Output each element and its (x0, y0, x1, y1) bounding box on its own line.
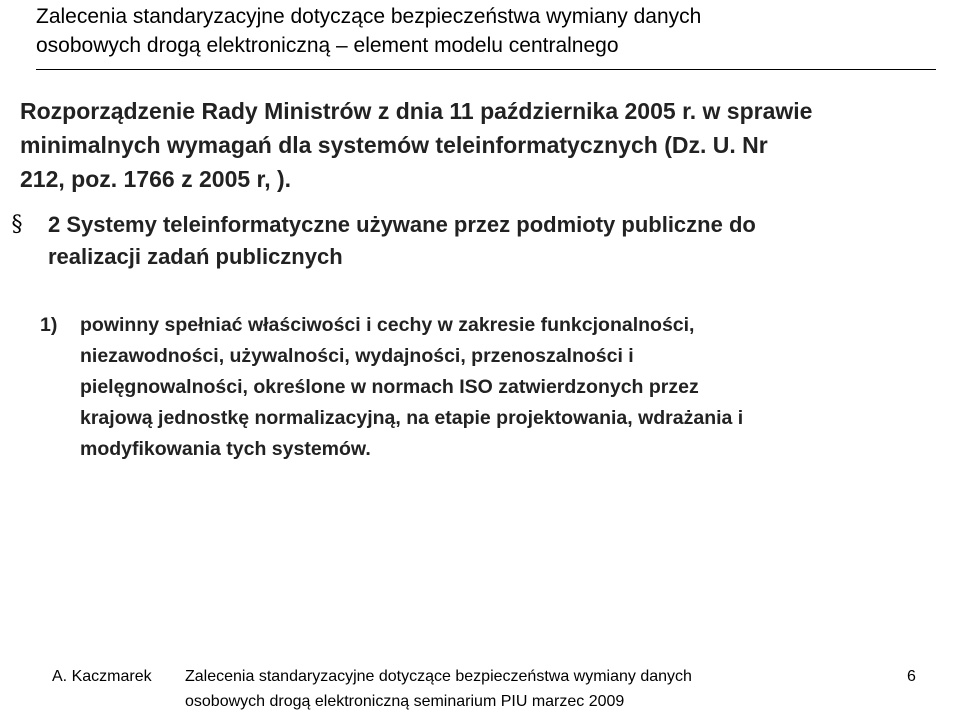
list-item (40, 310, 940, 465)
header-line: osobowych drogą elektroniczną – element modelu centralnego (36, 34, 619, 57)
list-item-number: 1) (40, 314, 58, 336)
list-item-line: modyfikowania tych systemów. (80, 438, 371, 460)
section-symbol: § (11, 212, 23, 237)
list-item-line: krajową jednostkę normalizacyjną, na etapie projektowania, wdrażania i (80, 407, 744, 429)
footer-author: A. Kaczmarek (52, 668, 152, 685)
section-paragraph (8, 209, 928, 273)
list-item-line: powinny spełniać właściwości i cechy w zakresie funkcjonalności, (80, 314, 695, 336)
section-line: 2 Systemy teleinformatyczne używane przez podmioty publiczne do (48, 212, 756, 237)
slide-header (36, 2, 916, 60)
page-number: 6 (907, 668, 916, 685)
footer-description-line: Zalecenia standaryzacyjne dotyczące bezpieczeństwa wymiany danych (185, 668, 692, 685)
section-line: realizacji zadań publicznych (48, 244, 343, 269)
regulation-line: minimalnych wymagań dla systemów teleinformatycznych (Dz. U. Nr (20, 132, 768, 158)
regulation-line: 212, poz. 1766 z 2005 r, ). (20, 166, 292, 192)
regulation-title (20, 94, 955, 196)
list-item-line: niezawodności, używalności, wydajności, przenoszalności i (80, 345, 634, 367)
list-item-line: pielęgnowalności, określone w normach ISO zatwierdzonych przez (80, 376, 699, 398)
regulation-line: Rozporządzenie Rady Ministrów z dnia 11 października 2005 r. w sprawie (20, 98, 813, 124)
footer-description-line: osobowych drogą elektroniczną seminarium PIU marzec 2009 (185, 693, 625, 710)
header-divider (36, 69, 936, 70)
header-line: Zalecenia standaryzacyjne dotyczące bezpieczeństwa wymiany danych (36, 5, 702, 28)
footer-description (185, 664, 825, 714)
